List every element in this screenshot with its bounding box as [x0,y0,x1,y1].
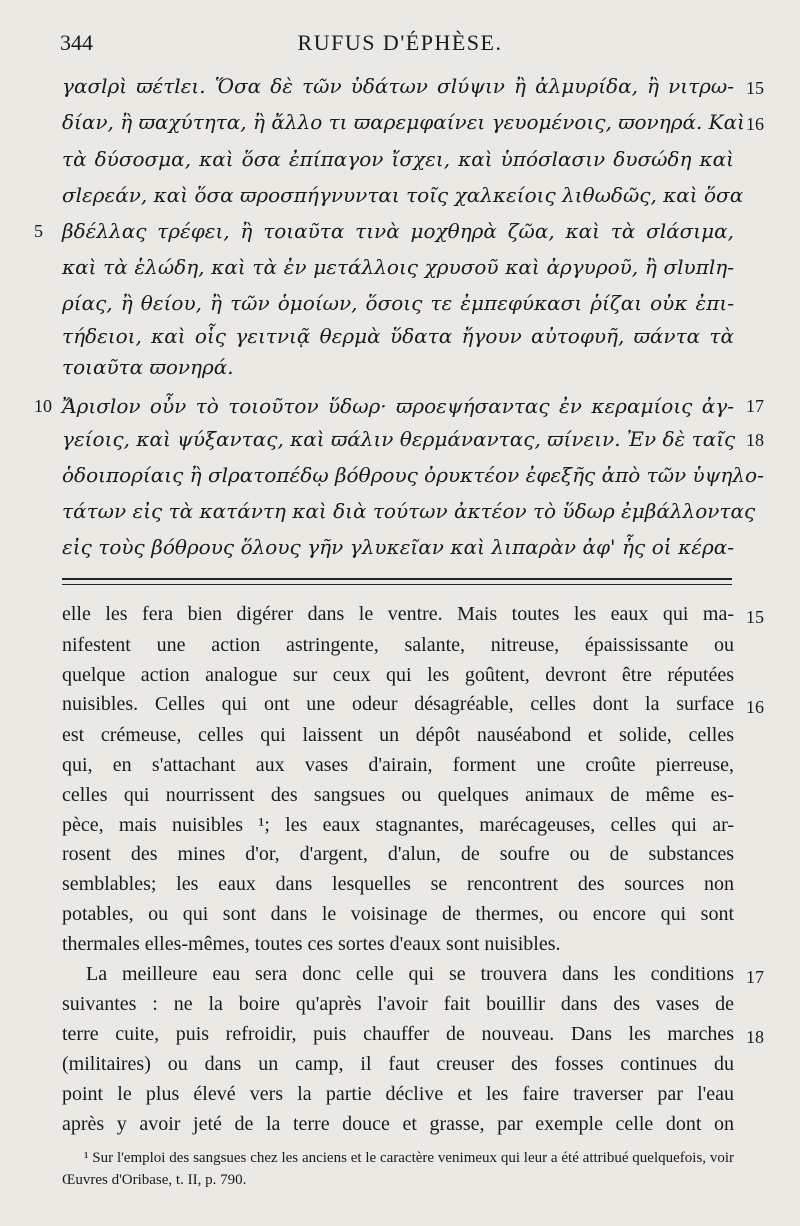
line-marker: 16 [746,697,764,717]
french-line: quelque action analogue sur ceux qui les goûtent, devront être réputées [62,664,734,686]
line-marker: 10 [34,396,52,416]
french-line: après y avoir jeté de la terre douce et grasse, par exemple celle dont on [62,1113,734,1135]
running-title: RUFUS D'ÉPHÈSE. [297,30,503,55]
greek-line: εἰς τοὺς βόθρους ὅλους γῆν γλυκεῖαν καὶ λιπαρὰν ἀφ' ἧς οἱ κέρα- [62,535,734,559]
page-number: 344 [60,30,93,55]
line-marker: 18 [746,430,764,450]
greek-line: σlερεάν, καὶ ὅσα ϖροσπήγνυνται τοῖς χαλκείοις λιθωδῶς, καὶ ὅσα [62,183,744,207]
footnote: ¹ Sur l'emploi des sangsues chez les anciens et le caractère venimeux qui leur a été attribué quelquefois, voir Œuvres d'Oribase, t. II, p. 790. [62,1150,734,1188]
french-line: potables, ou qui sont dans le voisinage de thermes, ou encore qui sont [62,903,734,925]
french-line: est crémeuse, celles qui laissent un dépôt nauséabond et solide, celles [62,724,734,746]
french-line: elle les fera bien digérer dans le ventre. Mais toutes les eaux qui ma- [62,603,734,625]
french-line: pèce, mais nuisibles ¹; les eaux stagnantes, marécageuses, celles qui ar- [62,814,734,836]
french-line: nifestent une action astringente, salante, nitreuse, épaississante ou [62,634,734,656]
line-marker: 17 [746,967,764,987]
french-line: terre cuite, puis refroidir, puis chauffer de nouveau. Dans les marches [62,1023,734,1045]
line-marker: 18 [746,1027,764,1047]
greek-line: βδέλλας τρέφει, ἢ τοιαῦτα τινὰ μοχθηρὰ ζῶα, καὶ τὰ σlάσιμα, [62,219,734,243]
french-line: nuisibles. Celles qui ont une odeur désagréable, celles dont la surface [62,693,734,715]
line-marker: 17 [746,396,764,416]
line-marker: 15 [746,607,764,627]
greek-line: τοιαῦτα ϖονηρά. [62,355,234,379]
separator-rule [62,584,732,585]
greek-line: τὰ δύσοσμα, καὶ ὅσα ἐπίπαγον ἴσχει, καὶ ὑπόσlασιν δυσώδη καὶ [62,147,734,171]
french-line: rosent des mines d'or, d'argent, d'alun, de soufre ou de substances [62,843,734,865]
line-marker: 16 [746,114,764,134]
french-line: La meilleure eau sera donc celle qui se trouvera dans les conditions [86,963,734,985]
line-marker: 15 [746,78,764,98]
greek-line: γασlρὶ ϖέτlει. Ὅσα δὲ τῶν ὑδάτων σlύψιν ἢ ἀλμυρίδα, ἢ νιτρω- [62,74,734,98]
greek-line: ὁδοιπορίαις ἢ σlρατοπέδῳ βόθρους ὀρυκτέον ἐφεξῆς ἀπὸ τῶν ὑψηλο- [62,463,764,487]
french-line: thermales elles-mêmes, toutes ces sortes d'eaux sont nuisibles. [62,933,561,955]
french-line: (militaires) ou dans un camp, il faut creuser des fosses continues du [62,1053,734,1075]
french-line: point le plus élevé vers la partie déclive et les faire traverser par l'eau [62,1083,734,1105]
greek-line: καὶ τὰ ἑλώδη, καὶ τὰ ἐν μετάλλοις χρυσοῦ καὶ ἀργυροῦ, ἢ σlυπlη- [62,255,734,279]
french-line: celles qui nourrissent des sangsues ou quelques animaux de même es- [62,784,734,806]
greek-line: τήδειοι, καὶ οἷς γειτνιᾷ θερμὰ ὕδατα ἤγουν αὐτοφυῆ, ϖάντα τὰ [62,324,734,348]
separator-rule [62,578,732,580]
greek-line: γείοις, καὶ ψύξαντας, καὶ ϖάλιν θερμάναντας, ϖίνειν. Ἐν δὲ ταῖς [62,427,736,451]
greek-line: Ἄρισlον οὖν τὸ τοιοῦτον ὕδωρ· ϖροεψήσαντας ἐν κεραμίοις ἀγ- [62,394,734,418]
french-line: semblables; les eaux dans lesquelles se rencontrent des sources non [62,873,734,895]
greek-line: δίαν, ἢ ϖαχύτητα, ἢ ἄλλο τι ϖαρεμφαίνει γευομένοις, ϖονηρά. Καὶ [62,110,745,134]
greek-line: τάτων εἰς τὰ κατάντη καὶ διὰ τούτων ἀκτέον τὸ ὕδωρ ἐμβάλλοντας [62,499,756,523]
french-line: suivantes : ne la boire qu'après l'avoir fait bouillir dans des vases de [62,993,734,1015]
greek-line: ρίας, ἢ θείου, ἢ τῶν ὁμοίων, ὅσοις τε ἐμπεφύκασι ῥίζαι οὐκ ἐπι- [62,291,734,315]
french-line: qui, en s'attachant aux vases d'airain, forment une croûte pierreuse, [62,754,734,776]
line-marker: 5 [34,221,43,241]
page-header [60,30,740,60]
